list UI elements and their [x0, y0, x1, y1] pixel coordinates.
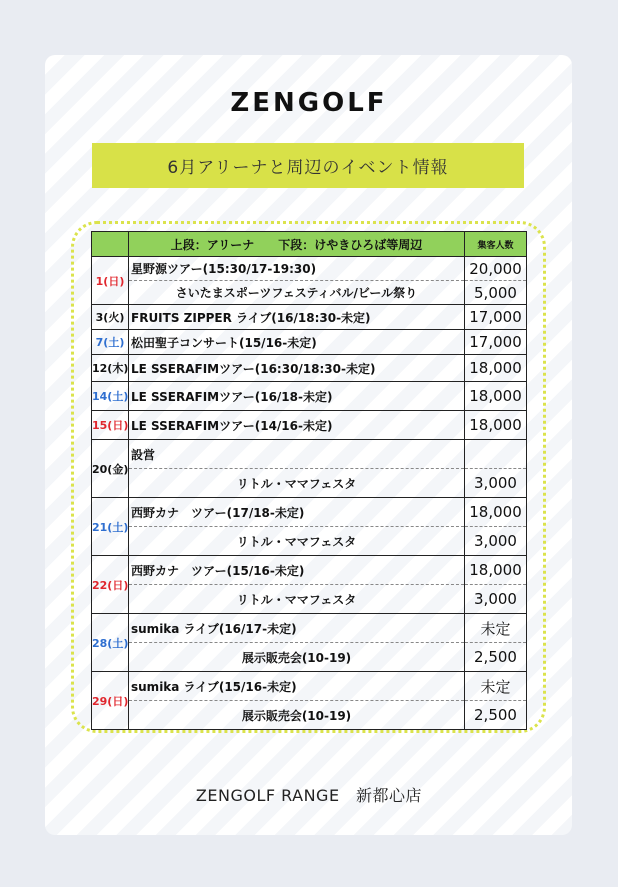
event-cell: 星野源ツアー(15:30/17-19:30)	[129, 257, 465, 281]
event-cell: sumika ライブ(15/16-未定)	[129, 672, 465, 701]
table-row	[92, 305, 527, 330]
count-cell	[465, 440, 527, 469]
count-cell: 18,000	[465, 382, 527, 411]
table-row	[92, 330, 527, 355]
table-row	[92, 382, 527, 411]
count-cell: 5,000	[465, 281, 527, 305]
date-cell: 14(土)	[92, 382, 129, 411]
count-cell: 2,500	[465, 643, 527, 672]
event-cell: FRUITS ZIPPER ライブ(16/18:30-未定)	[129, 305, 465, 330]
count-cell: 18,000	[465, 498, 527, 527]
date-cell: 21(土)	[92, 498, 129, 556]
table-header	[92, 232, 527, 257]
event-cell: LE SSERAFIMツアー(14/16-未定)	[129, 411, 465, 440]
count-cell: 未定	[465, 672, 527, 701]
event-cell: リトル・ママフェスタ	[129, 585, 465, 614]
count-cell: 3,000	[465, 527, 527, 556]
table-row	[92, 527, 527, 556]
table-row	[92, 257, 527, 281]
event-schedule-table	[91, 231, 527, 730]
count-cell: 18,000	[465, 556, 527, 585]
date-cell: 29(日)	[92, 672, 129, 730]
count-cell: 2,500	[465, 701, 527, 730]
table-row	[92, 440, 527, 469]
event-cell: 松田聖子コンサート(15/16-未定)	[129, 330, 465, 355]
header-events: 上段：アリーナ 下段：けやきひろば等周辺	[129, 232, 465, 257]
count-cell: 3,000	[465, 469, 527, 498]
header-count: 集客人数	[465, 232, 527, 257]
table-row	[92, 643, 527, 672]
date-cell: 12(木)	[92, 355, 129, 382]
date-cell: 15(日)	[92, 411, 129, 440]
table-row	[92, 672, 527, 701]
event-cell: 西野カナ ツアー(17/18-未定)	[129, 498, 465, 527]
table-row	[92, 355, 527, 382]
event-cell: 西野カナ ツアー(15/16-未定)	[129, 556, 465, 585]
footer-store-name: ZENGOLF RANGE 新都心店	[195, 786, 423, 805]
event-cell: 展示販売会(10-19)	[129, 701, 465, 730]
count-cell: 18,000	[465, 355, 527, 382]
date-cell: 1(日)	[92, 257, 129, 305]
table-row	[92, 281, 527, 305]
date-cell: 20(金)	[92, 440, 129, 498]
zengolf-logo: ZENGOLF	[230, 88, 388, 118]
count-cell: 17,000	[465, 330, 527, 355]
table-row	[92, 556, 527, 585]
count-cell: 3,000	[465, 585, 527, 614]
table-row	[92, 411, 527, 440]
date-cell: 3(火)	[92, 305, 129, 330]
count-cell: 20,000	[465, 257, 527, 281]
count-cell: 18,000	[465, 411, 527, 440]
date-cell: 7(土)	[92, 330, 129, 355]
event-cell: LE SSERAFIMツアー(16/18-未定)	[129, 382, 465, 411]
event-cell: LE SSERAFIMツアー(16:30/18:30-未定)	[129, 355, 465, 382]
event-cell: sumika ライブ(16/17-未定)	[129, 614, 465, 643]
date-cell: 28(土)	[92, 614, 129, 672]
header-date	[92, 232, 129, 257]
table-row	[92, 469, 527, 498]
event-cell: 設営	[129, 440, 465, 469]
count-cell: 17,000	[465, 305, 527, 330]
banner-title: 6月アリーナと周辺のイベント情報	[92, 143, 524, 188]
event-cell: リトル・ママフェスタ	[129, 527, 465, 556]
event-cell: さいたまスポーツフェスティバル/ビール祭り	[129, 281, 465, 305]
table-row	[92, 498, 527, 527]
table-row	[92, 585, 527, 614]
table-row	[92, 614, 527, 643]
event-cell: リトル・ママフェスタ	[129, 469, 465, 498]
event-cell: 展示販売会(10-19)	[129, 643, 465, 672]
date-cell: 22(日)	[92, 556, 129, 614]
count-cell: 未定	[465, 614, 527, 643]
table-row	[92, 701, 527, 730]
